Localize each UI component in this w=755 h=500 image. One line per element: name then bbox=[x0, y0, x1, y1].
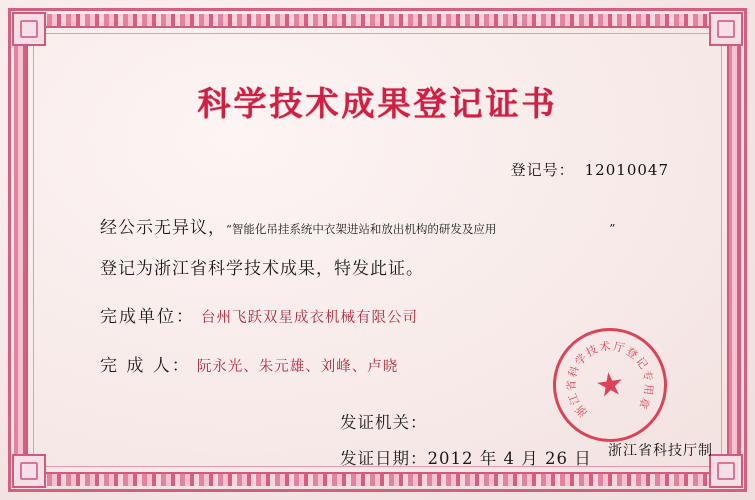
seal-char: 术 bbox=[598, 339, 612, 355]
issue-date-label: 发证日期： bbox=[340, 449, 428, 468]
seal-char: 科 bbox=[565, 364, 582, 380]
seal-char: 学 bbox=[572, 351, 590, 369]
seal-char: 登 bbox=[623, 344, 640, 362]
seal-char: 省 bbox=[564, 379, 579, 392]
issue-date-value: 2012 年 4 月 26 日 bbox=[427, 449, 592, 468]
statement-close-quote: ” bbox=[609, 222, 617, 236]
statement-open-quote: “ bbox=[226, 222, 232, 236]
field-label-persons: 完 成 人： bbox=[100, 356, 191, 376]
seal-char: 浙 bbox=[572, 402, 591, 420]
issuing-authority-row: 发证机关： bbox=[340, 413, 428, 432]
seal-char: 记 bbox=[633, 354, 651, 372]
registration-number-row bbox=[40, 159, 715, 180]
registration-number-label: 登记号： bbox=[510, 161, 575, 179]
field-label-unit: 完成单位： bbox=[100, 307, 195, 327]
statement-line-2: 登记为浙江省科学技术成果，特发此证。 bbox=[100, 259, 424, 279]
statement-prefix: 经公示无异议， bbox=[100, 218, 226, 238]
seal-char: 技 bbox=[583, 342, 600, 360]
seal-char: 用 bbox=[641, 383, 656, 396]
seal-ring-text bbox=[549, 324, 671, 446]
project-name: 智能化吊挂系统中衣架进站和放出机构的研发及应用 bbox=[231, 222, 497, 236]
field-value-persons: 阮永光、朱元雄、刘峰、卢晓 bbox=[196, 359, 399, 375]
seal-char: 章 bbox=[635, 395, 653, 411]
official-seal-stamp bbox=[546, 321, 675, 450]
certificate-footer: 浙江省科技厅制 bbox=[608, 443, 713, 459]
seal-char: 专 bbox=[639, 368, 656, 383]
certificate-title: 科学技术成果登记证书 bbox=[197, 84, 558, 123]
seal-char: 厅 bbox=[612, 340, 626, 356]
seal-char: 江 bbox=[566, 391, 583, 407]
field-value-unit: 台州飞跃双星成衣机械有限公司 bbox=[201, 310, 418, 326]
statement-line-1 bbox=[100, 208, 685, 249]
registration-number-value: 12010047 bbox=[584, 161, 669, 179]
